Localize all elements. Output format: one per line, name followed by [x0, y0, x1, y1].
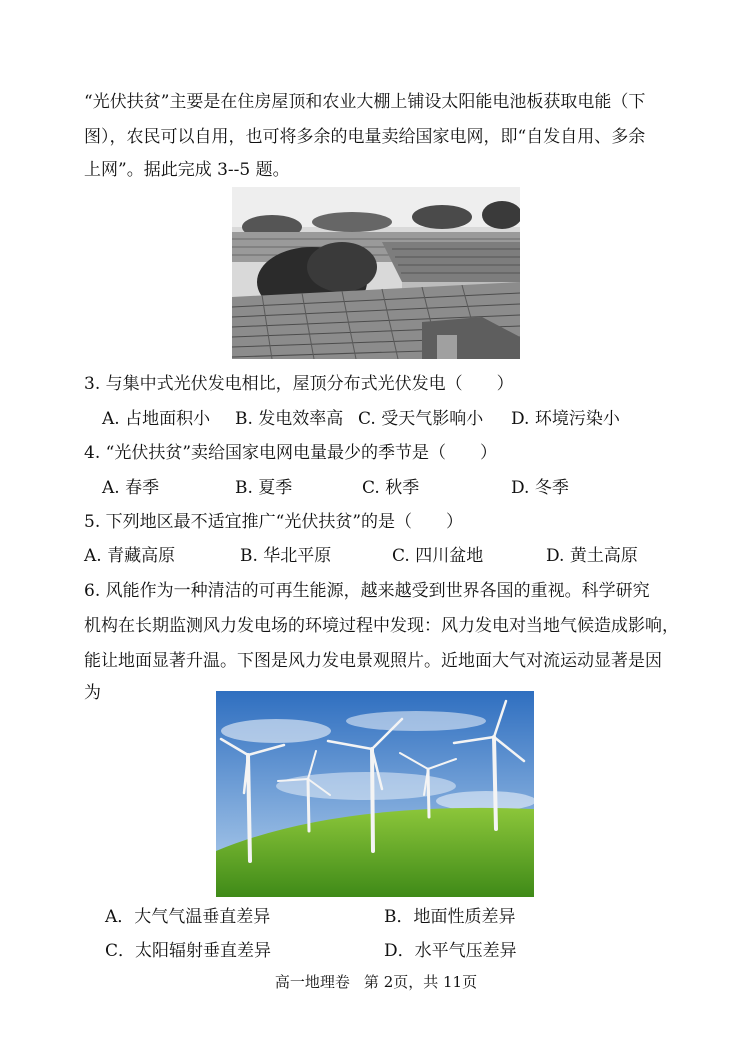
footer-subject: 高一地理卷 [274, 973, 350, 991]
question-6-option-b[interactable]: B．地面性质差异 [384, 907, 516, 927]
solar-rooftop-photo [232, 187, 520, 359]
question-5-option-b[interactable]: B. 华北平原 [240, 546, 332, 566]
intro-line-2: 图），农民可以自用，也可将多余的电量卖给国家电网，即“自发自用、多余 [84, 127, 646, 147]
question-5-option-a[interactable]: A. 青藏高原 [84, 546, 176, 566]
question-6-option-c[interactable]: C．太阳辐射垂直差异 [105, 941, 272, 961]
question-6-option-d[interactable]: D．水平气压差异 [384, 941, 517, 961]
intro-line-1: “光伏扶贫”主要是在住房屋顶和农业大棚上铺设太阳能电池板获取电能（下 [84, 92, 646, 112]
question-5-option-d[interactable]: D. 黄土高原 [546, 546, 638, 566]
question-4-option-b[interactable]: B. 夏季 [235, 478, 293, 498]
question-5-stem: 5. 下列地区最不适宜推广“光伏扶贫”的是（ ） [84, 512, 464, 532]
question-4-stem: 4. “光伏扶贫”卖给国家电网电量最少的季节是（ ） [84, 443, 498, 463]
intro-line-3: 上网”。据此完成 3--5 题。 [84, 160, 290, 180]
page-footer [0, 971, 752, 992]
question-3-option-c[interactable]: C. 受天气影响小 [358, 409, 484, 429]
question-6-line-1: 6. 风能作为一种清洁的可再生能源，越来越受到世界各国的重视。科学研究 [84, 581, 650, 601]
question-4-option-d[interactable]: D. 冬季 [511, 478, 569, 498]
wind-turbine-photo [216, 691, 534, 897]
question-6-line-4: 为 [84, 683, 101, 703]
question-3-option-a[interactable]: A. 占地面积小 [102, 409, 211, 429]
question-3-option-d[interactable]: D. 环境污染小 [511, 409, 620, 429]
question-6-option-a[interactable]: A．大气气温垂直差异 [105, 907, 271, 927]
question-6-line-3: 能让地面显著升温。下图是风力发电景观照片。近地面大气对流运动显著是因 [84, 651, 662, 671]
question-3-option-b[interactable]: B. 发电效率高 [235, 409, 344, 429]
question-4-option-c[interactable]: C. 秋季 [362, 478, 420, 498]
question-4-option-a[interactable]: A. 春季 [102, 478, 160, 498]
question-6-line-2: 机构在长期监测风力发电场的环境过程中发现：风力发电对当地气候造成影响， [84, 616, 679, 636]
footer-page-number: 第 2页，共 11页 [363, 973, 478, 991]
question-5-option-c[interactable]: C. 四川盆地 [392, 546, 484, 566]
question-3-stem: 3. 与集中式光伏发电相比，屋顶分布式光伏发电（ ） [84, 374, 514, 394]
